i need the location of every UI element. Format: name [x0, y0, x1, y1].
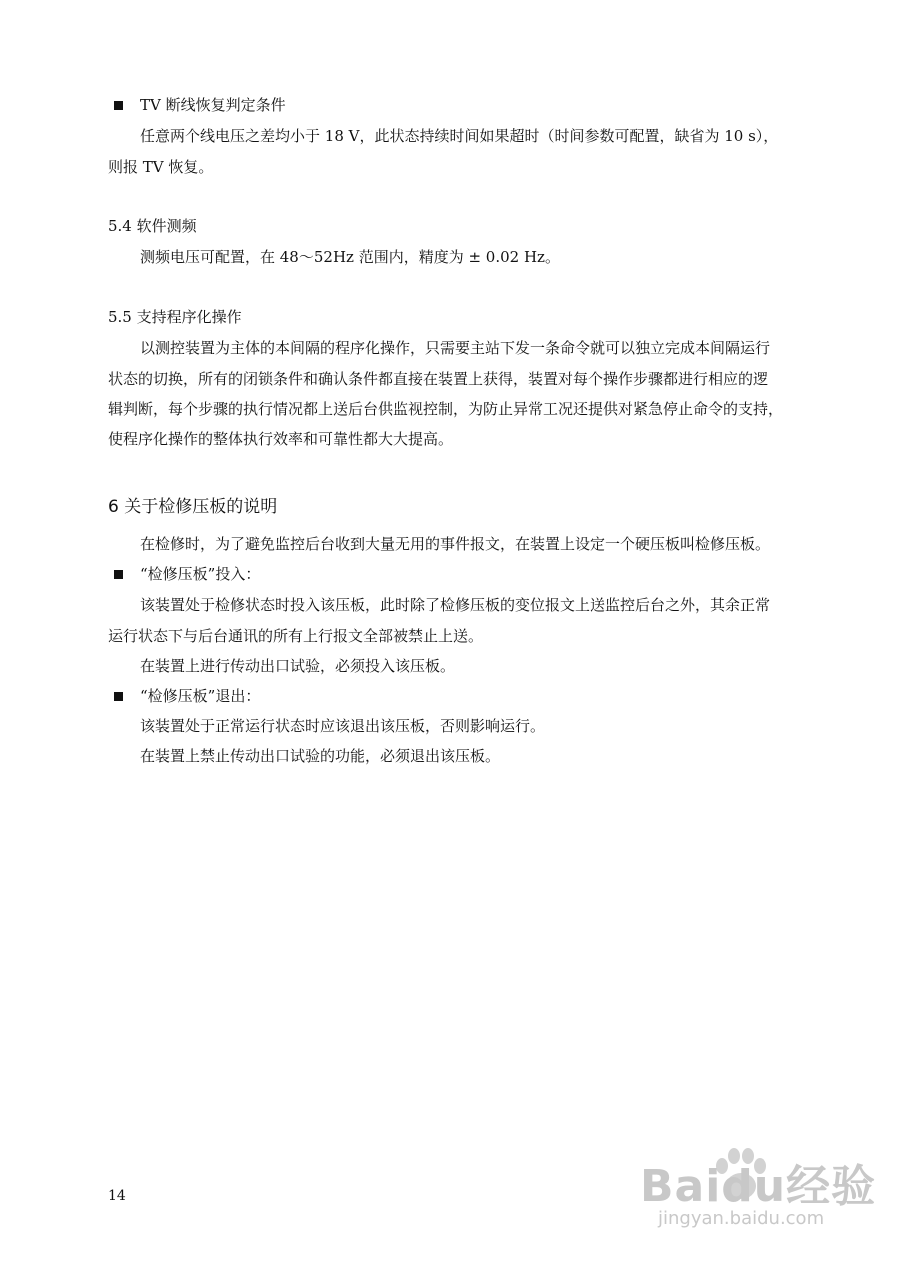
bullet-square-icon: [114, 101, 123, 110]
paragraph-line: 该装置处于检修状态时投入该压板，此时除了检修压板的变位报文上送监控后台之外，其余正常: [140, 596, 771, 614]
paragraph-line: 辑判断，每个步骤的执行情况都上送后台供监视控制，为防止异常工况还提供对紧急停止命令的支持，: [108, 400, 784, 418]
watermark-brand: Baidu经验: [640, 1161, 877, 1212]
paragraph-line: 该装置处于正常运行状态时应该退出该压板，否则影响运行。: [140, 717, 546, 735]
paragraph-line: 任意两个线电压之差均小于 18 V，此状态持续时间如果超时（时间参数可配置，缺省为 10 s），: [140, 127, 779, 145]
paragraph-line: 使程序化操作的整体执行效率和可靠性都大大提高。: [108, 430, 454, 448]
section-heading-5-5: 5.5 支持程序化操作: [108, 308, 242, 326]
list-item-title: “检修压板”投入：: [140, 565, 261, 583]
paragraph-line: 在装置上禁止传动出口试验的功能，必须退出该压板。: [140, 747, 501, 765]
section-heading-6: 6 关于检修压板的说明: [108, 497, 278, 517]
page-number: 14: [108, 1188, 126, 1204]
paragraph-line: 以测控装置为主体的本间隔的程序化操作，只需要主站下发一条命令就可以独立完成本间隔运行: [140, 339, 771, 357]
paragraph-line: 测频电压可配置，在 48～52Hz 范围内，精度为 ± 0.02 Hz。: [140, 248, 560, 266]
watermark-url: jingyan.baidu.com: [658, 1208, 825, 1229]
paragraph-line: 状态的切换，所有的闭锁条件和确认条件都直接在装置上获得，装置对每个操作步骤都进行相应的逻: [108, 370, 769, 388]
paragraph-line: 在装置上进行传动出口试验，必须投入该压板。: [140, 657, 456, 675]
bullet-square-icon: [114, 570, 123, 579]
list-item-title: “检修压板”退出：: [140, 687, 261, 705]
paragraph-line: 运行状态下与后台通讯的所有上行报文全部被禁止上送。: [108, 627, 484, 645]
paragraph-line: 在检修时，为了避免监控后台收到大量无用的事件报文，在装置上设定一个硬压板叫检修压板。: [140, 535, 771, 553]
section-heading-tv: TV 断线恢复判定条件: [140, 96, 286, 114]
section-heading-5-4: 5.4 软件测频: [108, 217, 197, 235]
bullet-square-icon: [114, 692, 123, 701]
baidu-watermark: [640, 1150, 890, 1245]
paragraph-line: 则报 TV 恢复。: [108, 158, 214, 176]
